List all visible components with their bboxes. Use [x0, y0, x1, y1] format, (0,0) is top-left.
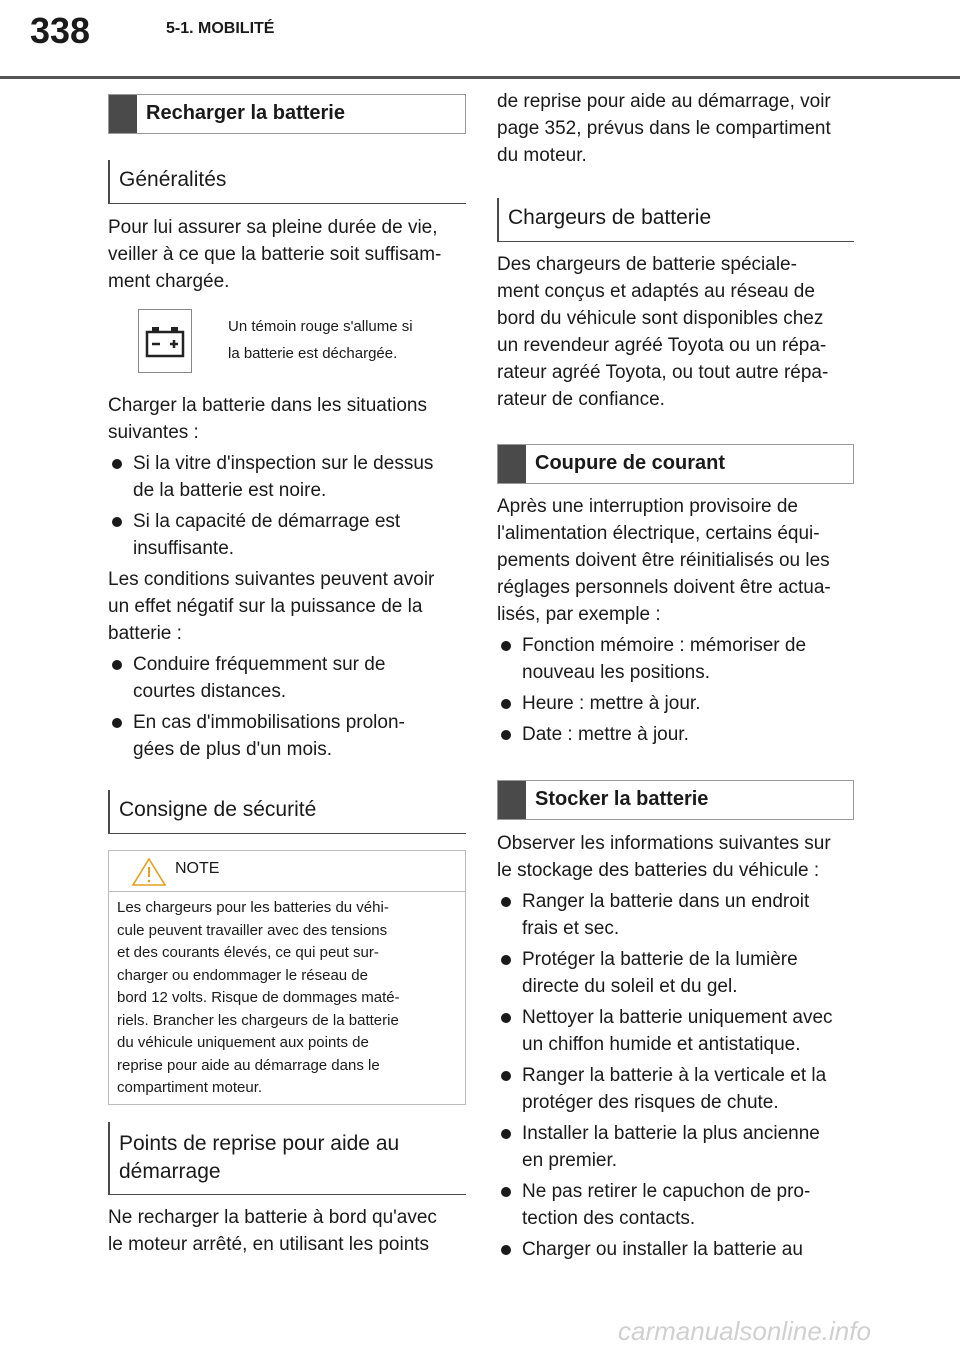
subheading-consigne: Consigne de sécurité: [108, 790, 466, 834]
battery-icon-caption: [228, 313, 458, 367]
text-line: charger ou endommager le réseau de: [117, 966, 368, 984]
text-line: Protéger la batterie de la lumière: [522, 949, 798, 970]
text-line: riels. Brancher les chargeurs de la batterie: [117, 1011, 399, 1029]
text-line: un effet négatif sur la puissance de la: [108, 596, 423, 617]
text-line: lisés, par exemple :: [497, 604, 661, 625]
list-item: [497, 721, 854, 748]
text-line: Points de reprise pour aide au: [119, 1132, 400, 1155]
bullet-icon: [501, 641, 511, 651]
text-line: Conduire fréquemment sur de: [133, 654, 386, 675]
text-line: Installer la batterie la plus ancienne: [522, 1123, 820, 1144]
text-line: gées de plus d'un mois.: [133, 739, 333, 760]
text-line: veiller à ce que la batterie soit suffisam-: [108, 244, 442, 265]
text-line: Des chargeurs de batterie spéciale-: [497, 254, 797, 275]
note-box: [108, 850, 466, 1105]
text-line: Nettoyer la batterie uniquement avec: [522, 1007, 833, 1028]
text-line: reprise pour aide au démarrage dans le: [117, 1056, 380, 1074]
text-line: l'alimentation électrique, certains équi-: [497, 523, 820, 544]
text-line: batterie :: [108, 623, 182, 644]
section-heading-bar: [109, 95, 137, 133]
text-line: un revendeur agréé Toyota ou un répa-: [497, 335, 827, 356]
text-line: Date : mettre à jour.: [522, 724, 689, 745]
text-line: Pour lui assurer sa pleine durée de vie,: [108, 217, 438, 238]
list-item: [497, 690, 854, 717]
text-line: Les chargeurs pour les batteries du véhi-: [117, 899, 389, 916]
text-line: Ne recharger la batterie à bord qu'avec: [108, 1207, 437, 1228]
bullet-icon: [501, 1013, 511, 1023]
paragraph-stocker: [497, 830, 854, 884]
bullet-icon: [501, 730, 511, 740]
text-line: Fonction mémoire : mémoriser de: [522, 635, 807, 656]
list-item: [497, 1236, 854, 1263]
header-rule: [0, 76, 960, 79]
section-heading-text: Stocker la batterie: [535, 788, 709, 810]
note-text: [117, 897, 453, 1100]
text-line: Ranger la batterie à la verticale et la: [522, 1065, 827, 1086]
paragraph-coupure: [497, 493, 854, 628]
section-heading-stocker: [497, 780, 854, 820]
list-item: [497, 1178, 854, 1232]
text-line: frais et sec.: [522, 918, 620, 939]
text-line: Heure : mettre à jour.: [522, 693, 701, 714]
subheading-generalites: Généralités: [108, 160, 466, 204]
text-line: Charger la batterie dans les situations: [108, 395, 427, 416]
text-line: En cas d'immobilisations prolon-: [133, 712, 405, 733]
paragraph-recharge: [108, 1204, 466, 1258]
text-line: Après une interruption provisoire de: [497, 496, 799, 517]
paragraph-situations: [108, 392, 466, 446]
paragraph-intro: [108, 214, 466, 295]
text-line: suivantes :: [108, 422, 199, 443]
list-item: [108, 651, 466, 705]
bullet-icon: [501, 955, 511, 965]
page-number: 338: [30, 10, 91, 51]
text-line: pements doivent être réinitialisés ou les: [497, 550, 830, 571]
bullet-icon: [501, 1129, 511, 1139]
text-line: tection des contacts.: [522, 1208, 696, 1229]
section-heading-coupure: [497, 444, 854, 484]
text-line: insuffisante.: [133, 538, 235, 559]
text-line: démarrage: [119, 1160, 221, 1183]
text-line: compartiment moteur.: [117, 1079, 263, 1096]
text-line: page 352, prévus dans le compartiment: [497, 118, 831, 139]
paragraph-chargeurs: [497, 251, 854, 413]
text-line: Observer les informations suivantes sur: [497, 833, 831, 854]
battery-warning-icon: [138, 309, 192, 373]
bullet-icon: [112, 718, 122, 728]
subheading-chargeurs: Chargeurs de batterie: [497, 198, 854, 242]
list-item: [497, 632, 854, 686]
text-line: nouveau les positions.: [522, 662, 711, 683]
list-item: [497, 1120, 854, 1174]
bullet-icon: [501, 1187, 511, 1197]
section-heading-recharger: [108, 94, 466, 134]
bullet-icon: [501, 1245, 511, 1255]
text-line: du véhicule uniquement aux points de: [117, 1034, 369, 1051]
text-line: Les conditions suivantes peuvent avoir: [108, 569, 435, 590]
chapter-title: 5-1. MOBILITÉ: [166, 20, 275, 37]
text-line: de la batterie est noire.: [133, 480, 327, 501]
text-line: ment chargée.: [108, 271, 230, 292]
text-line: ment conçus et adaptés au réseau de: [497, 281, 815, 302]
text-line: réglages personnels doivent être actua-: [497, 577, 831, 598]
bullet-icon: [112, 517, 122, 527]
bullet-icon: [112, 660, 122, 670]
text-line: cule peuvent travailler avec des tensions: [117, 921, 388, 939]
text-line: un chiffon humide et antistatique.: [522, 1034, 801, 1055]
text-line: bord 12 volts. Risque de dommages maté-: [117, 989, 400, 1006]
text-line: le moteur arrêté, en utilisant les points: [108, 1234, 430, 1255]
text-line: Si la vitre d'inspection sur le dessus: [133, 453, 434, 474]
text-line: Un témoin rouge s'allume si: [228, 318, 413, 335]
note-label: NOTE: [175, 860, 220, 877]
text-line: bord du véhicule sont disponibles chez: [497, 308, 824, 329]
text-line: Si la capacité de démarrage est: [133, 511, 401, 532]
paragraph-conditions: [108, 566, 466, 647]
text-line: protéger des risques de chute.: [522, 1092, 779, 1113]
text-line: Ne pas retirer le capuchon de pro-: [522, 1181, 811, 1202]
section-heading-text: Recharger la batterie: [146, 102, 345, 124]
bullet-icon: [501, 897, 511, 907]
text-line: Charger ou installer la batterie au: [522, 1239, 803, 1260]
list-item: [108, 508, 466, 562]
section-heading-bar: [498, 445, 526, 483]
list-item: [108, 709, 466, 763]
text-line: Ranger la batterie dans un endroit: [522, 891, 810, 912]
bullet-icon: [501, 699, 511, 709]
text-line: de reprise pour aide au démarrage, voir: [497, 91, 831, 112]
text-line: le stockage des batteries du véhicule :: [497, 860, 820, 881]
text-line: du moteur.: [497, 145, 587, 166]
note-divider: [109, 891, 465, 892]
list-item: [108, 450, 466, 504]
subheading-points-reprise: [108, 1122, 466, 1195]
watermark: carmanualsonline.info: [618, 1316, 871, 1346]
text-line: courtes distances.: [133, 681, 287, 702]
text-line: rateur agréé Toyota, ou tout autre répa-: [497, 362, 829, 383]
list-item: [497, 1004, 854, 1058]
list-item: [497, 946, 854, 1000]
bullet-icon: [501, 1071, 511, 1081]
text-line: directe du soleil et du gel.: [522, 976, 738, 997]
list-item: [497, 888, 854, 942]
text-line: et des courants élevés, ce qui peut sur-: [117, 944, 379, 961]
section-heading-text: Coupure de courant: [535, 452, 726, 474]
section-heading-bar: [498, 781, 526, 819]
bullet-icon: [112, 459, 122, 469]
list-item: [497, 1062, 854, 1116]
text-line: en premier.: [522, 1150, 618, 1171]
text-line: la batterie est déchargée.: [228, 345, 398, 362]
paragraph-reprise: [497, 88, 854, 169]
warning-triangle-icon: [131, 857, 167, 887]
text-line: rateur de confiance.: [497, 389, 665, 410]
